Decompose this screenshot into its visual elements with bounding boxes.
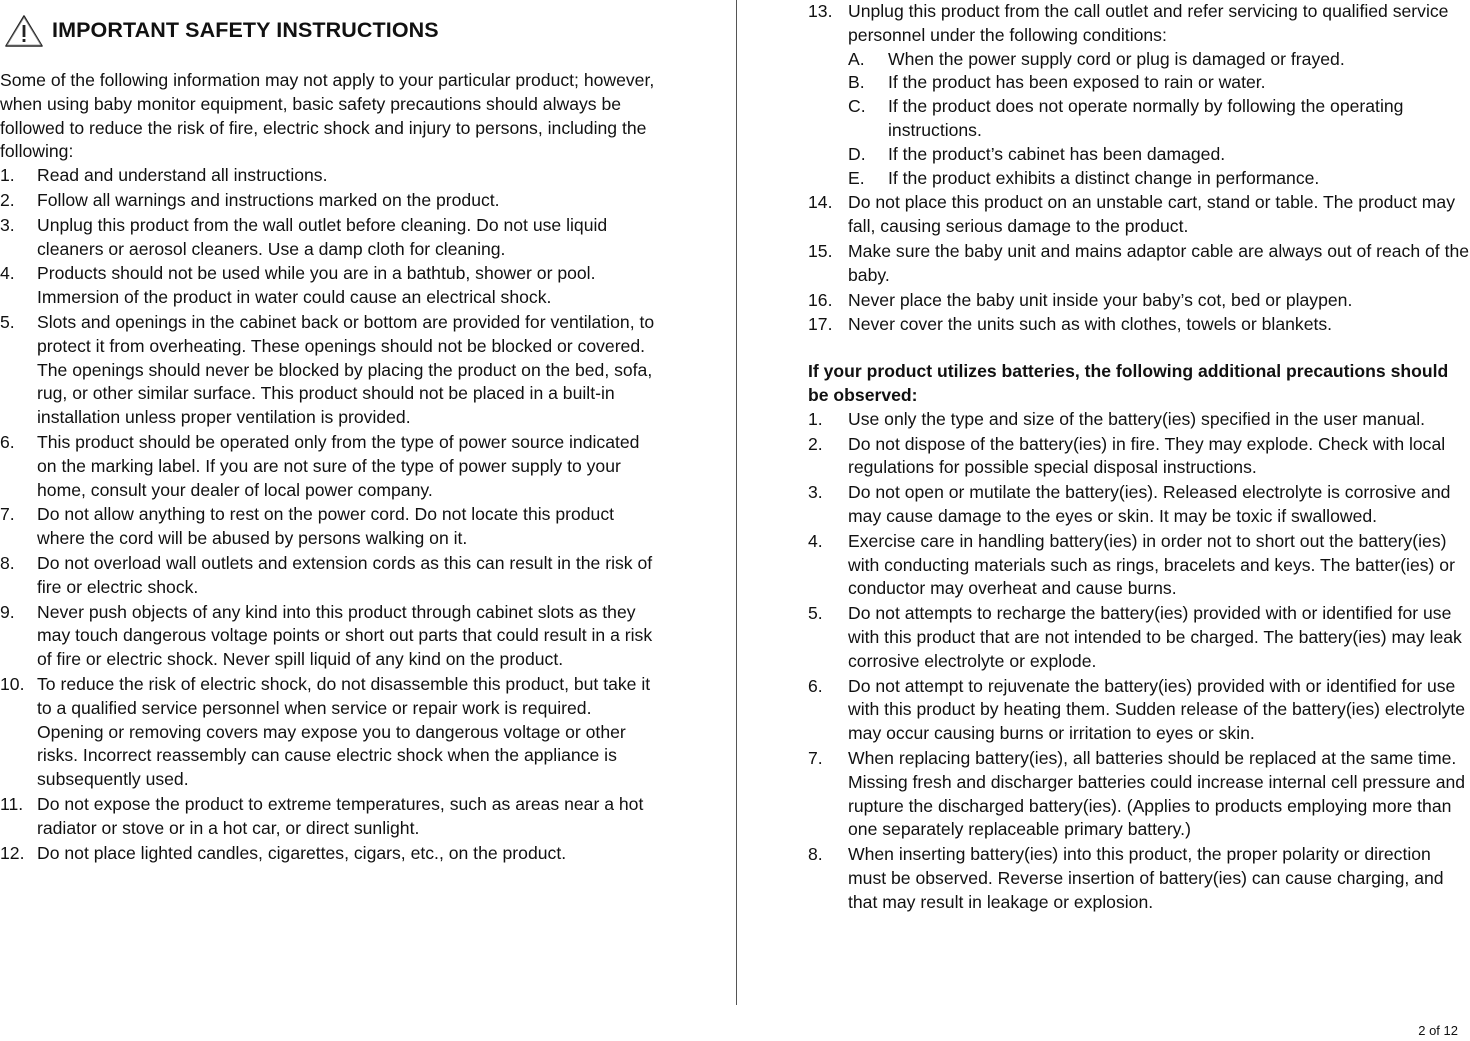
item-text: Do not attempts to recharge the battery(ies) provided with or identified for use with this product that are not intended to be charged. The battery(ies) may leak corrosive electrolyte or explode. [848,603,1462,671]
instruction-item [808,289,1470,313]
item-text: Do not attempt to rejuvenate the battery(ies) provided with or identified for use with this product by heating them. Sudden release of the battery(ies) electrolyte may occur causing burns or irritation to eyes or skin. [848,675,1466,744]
item-number: 9. [0,601,15,622]
battery-item [808,602,1470,673]
item-text: Exercise care in handling battery(ies) in order not to short out the battery(ies) with conducting materials such as rings, bracelets and keys. The batter(ies) or conductor may overheat and cause burns. [848,530,1455,599]
item-number: 15. [808,240,833,261]
battery-item [808,408,1470,432]
battery-section-heading: If your product utilizes batteries, the following additional precautions should be observed: [808,361,1449,405]
battery-instruction-list [808,408,1470,915]
item-text: Do not place this product on an unstable cart, stand or table. The product may fall, causing serious damage to the product. [848,192,1456,237]
instruction-item [808,0,1470,190]
item-text: Do not dispose of the battery(ies) in fire. They may explode. Check with local regulations for possible special disposal instructions. [848,433,1446,478]
item-number: 7. [808,747,823,768]
page-number: 2 of 12 [1418,1023,1458,1038]
condition-letter: B. [848,72,865,93]
condition-letter: E. [848,167,865,188]
item-number: 4. [808,530,823,551]
right-column [808,0,1470,915]
item-text: When inserting battery(ies) into this product, the proper polarity or direction must be observed. Reverse insertion of battery(ies) can cause charging, and that may result in leakage or explosion. [848,844,1444,912]
title-row [0,14,660,48]
item-text: Do not expose the product to extreme temperatures, such as areas near a hot radiator or stove or in a hot car, or direct sunlight. [37,793,644,838]
item-number: 3. [0,214,15,235]
condition-letter: D. [848,143,866,164]
instruction-item [0,431,660,502]
instruction-item [0,262,660,310]
item-number: 6. [0,431,15,452]
right-instruction-list [808,0,1470,337]
battery-item [808,481,1470,529]
condition-text: If the product exhibits a distinct change in performance. [888,167,1320,188]
condition-text: If the product’s cabinet has been damaged. [888,143,1226,164]
instruction-item [0,311,660,430]
warning-triangle-icon [4,14,44,48]
item-text: Never push objects of any kind into this product through cabinet slots as they may touch dangerous voltage points or short out parts that could result in a risk of fire or electric shock. Never spill liquid of any kind on the product. [37,601,653,670]
item-number: 10. [0,673,25,694]
item-text: Use only the type and size of the battery(ies) specified in the user manual. [848,408,1425,429]
item-number: 8. [0,552,15,573]
column-divider [736,0,737,1005]
item-number: 6. [808,675,823,696]
instruction-item [0,552,660,600]
battery-item [808,675,1470,746]
battery-item [808,843,1470,914]
item-text: Do not place lighted candles, cigarettes, cigars, etc., on the product. [37,842,567,863]
item-number: 17. [808,314,833,335]
item-text: To reduce the risk of electric shock, do not disassemble this product, but take it to a qualified service personnel when service or repair work is required. Opening or removing covers may expose you to dangerous voltage or other risks. Incorrect reassembly can cause electric shock when the appliance is subsequently used. [37,673,651,790]
item-text: Follow all warnings and instructions marked on the product. [37,189,500,210]
instruction-item [0,673,660,792]
condition-item [848,95,1470,143]
battery-item [808,433,1470,481]
item-number: 1. [808,408,823,429]
item-text: Never place the baby unit inside your baby’s cot, bed or playpen. [848,289,1353,310]
item-text: Products should not be used while you are in a bathtub, shower or pool. Immersion of the product in water could cause an electrical shock. [37,263,596,308]
item-text: Unplug this product from the call outlet and refer servicing to qualified service personnel under the following conditions: [848,1,1449,45]
item-number: 1. [0,165,15,186]
condition-letter: A. [848,48,865,69]
item-text: Do not open or mutilate the battery(ies). Released electrolyte is corrosive and may cause damage to the eyes or skin. It may be toxic if swallowed. [848,482,1451,526]
item-number: 12. [0,842,25,863]
left-instruction-list [0,164,660,865]
instruction-item [0,793,660,841]
condition-list [848,48,1470,191]
condition-letter: C. [848,96,866,117]
instruction-item [0,164,660,188]
instruction-item [0,189,660,213]
item-text: Never cover the units such as with clothes, towels or blankets. [848,314,1333,335]
item-number: 13. [808,1,833,21]
item-text: Read and understand all instructions. [37,165,328,186]
instruction-item [0,601,660,672]
item-text: Unplug this product from the wall outlet before cleaning. Do not use liquid cleaners or aerosol cleaners. Use a damp cloth for cleaning. [37,214,608,259]
condition-item [848,71,1470,95]
instruction-item [0,842,660,866]
condition-text: When the power supply cord or plug is damaged or frayed. [888,48,1345,69]
item-text: Do not allow anything to rest on the power cord. Do not locate this product where the cord will be abused by persons walking on it. [37,504,615,549]
page-title: IMPORTANT SAFETY INSTRUCTIONS [52,18,439,43]
condition-item [848,48,1470,72]
condition-text: If the product does not operate normally by following the operating instructions. [888,96,1404,140]
instruction-item [808,191,1470,239]
instruction-item [808,240,1470,288]
item-text: Make sure the baby unit and mains adaptor cable are always out of reach of the baby. [848,240,1470,285]
item-number: 7. [0,504,15,525]
item-text: When replacing battery(ies), all batteries should be replaced at the same time. Missing fresh and discharger batteries could increase internal cell pressure and rupture the discharged battery(ies). (Applies to products employing more than one separately replaceable primary battery.) [848,747,1466,840]
condition-item [848,143,1470,167]
item-number: 3. [808,482,823,503]
left-column [0,0,660,866]
item-number: 5. [0,311,15,332]
instruction-item [0,214,660,262]
item-number: 5. [808,603,823,624]
item-text: This product should be operated only from the type of power source indicated on the marking label. If you are not sure of the type of power supply to your home, consult your dealer of local power company. [37,431,640,500]
item-number: 4. [0,263,15,284]
item-number: 2. [0,189,15,210]
condition-text: If the product has been exposed to rain or water. [888,72,1266,93]
item-text: Slots and openings in the cabinet back or bottom are provided for ventilation, to protect it from overheating. These openings should not be blocked or covered. The openings should never be blocked by placing the product on the bed, sofa, rug, or other similar surface. This product should not be placed in a built-in installation unless proper ventilation is provided. [37,311,655,428]
intro-paragraph: Some of the following information may not apply to your particular product; however, when using baby monitor equipment, basic safety precautions should always be followed to reduce the risk of fire, electric shock and injury to persons, including the following: [0,70,655,162]
item-number: 8. [808,844,823,865]
item-number: 14. [808,192,833,213]
item-text: Do not overload wall outlets and extension cords as this can result in the risk of fire or electric shock. [37,552,653,597]
condition-item [848,167,1470,191]
battery-item [808,530,1470,601]
item-number: 11. [0,793,24,814]
item-number: 16. [808,289,833,310]
instruction-item [0,503,660,551]
item-number: 2. [808,433,823,454]
battery-item [808,747,1470,842]
instruction-item [808,313,1470,337]
